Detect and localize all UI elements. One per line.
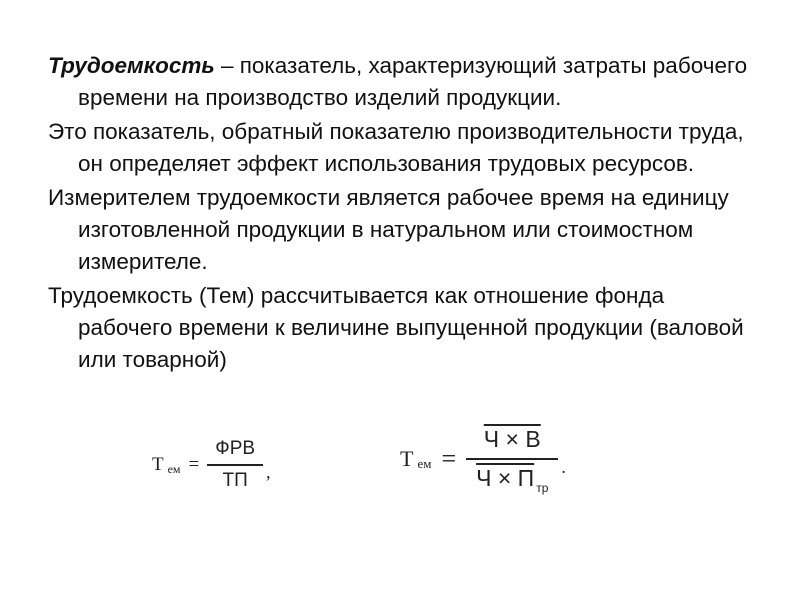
formula2-trail: .	[561, 456, 566, 477]
paragraph-inverse: Это показатель, обратный показателю производительности труда, он определяет эффект использования трудовых ресурсов.	[48, 119, 744, 176]
formula2-numerator: Ч × В	[483, 426, 541, 452]
paragraph-definition	[48, 50, 748, 114]
formula2-subscript: ем	[417, 456, 432, 471]
formula1-numerator: ФРВ	[215, 438, 256, 459]
formula2-fraction-bar	[466, 458, 558, 460]
term-labor-intensity: Трудоемкость	[48, 53, 215, 78]
paragraph-calculation: Трудоемкость (Тем) рассчитывается как отношение фонда рабочего времени к величине выпущенной продукции (валовой или товарной)	[48, 283, 744, 372]
formula1-fraction-bar	[207, 464, 263, 466]
formula-detailed	[400, 426, 566, 495]
formula1-trail: ,	[266, 462, 271, 483]
formula1-denominator: ТП	[222, 469, 248, 491]
definition-text: – показатель, характеризующий затраты рабочего времени на производство изделий продукции.	[78, 53, 748, 110]
formula1-fraction	[207, 438, 263, 492]
formula-simple	[152, 438, 271, 492]
paragraph-measure: Измерителем трудоемкости является рабочее время на единицу изготовленной продукции в натуральном или стоимостном измерителе.	[48, 185, 729, 274]
formula2-fraction	[466, 426, 558, 495]
formula2-equals: =	[441, 444, 457, 473]
formula2-denominator-subscript: тр	[536, 481, 549, 495]
formula1-symbol: Т	[152, 453, 164, 475]
formula1-subscript: ем	[167, 462, 181, 477]
formula2-denominator: Ч × П	[476, 465, 535, 491]
formula1-equals: =	[188, 453, 200, 475]
formula2-denominator-wrap	[466, 465, 558, 495]
text-block	[48, 50, 748, 378]
formula2-symbol: Т	[400, 446, 414, 471]
